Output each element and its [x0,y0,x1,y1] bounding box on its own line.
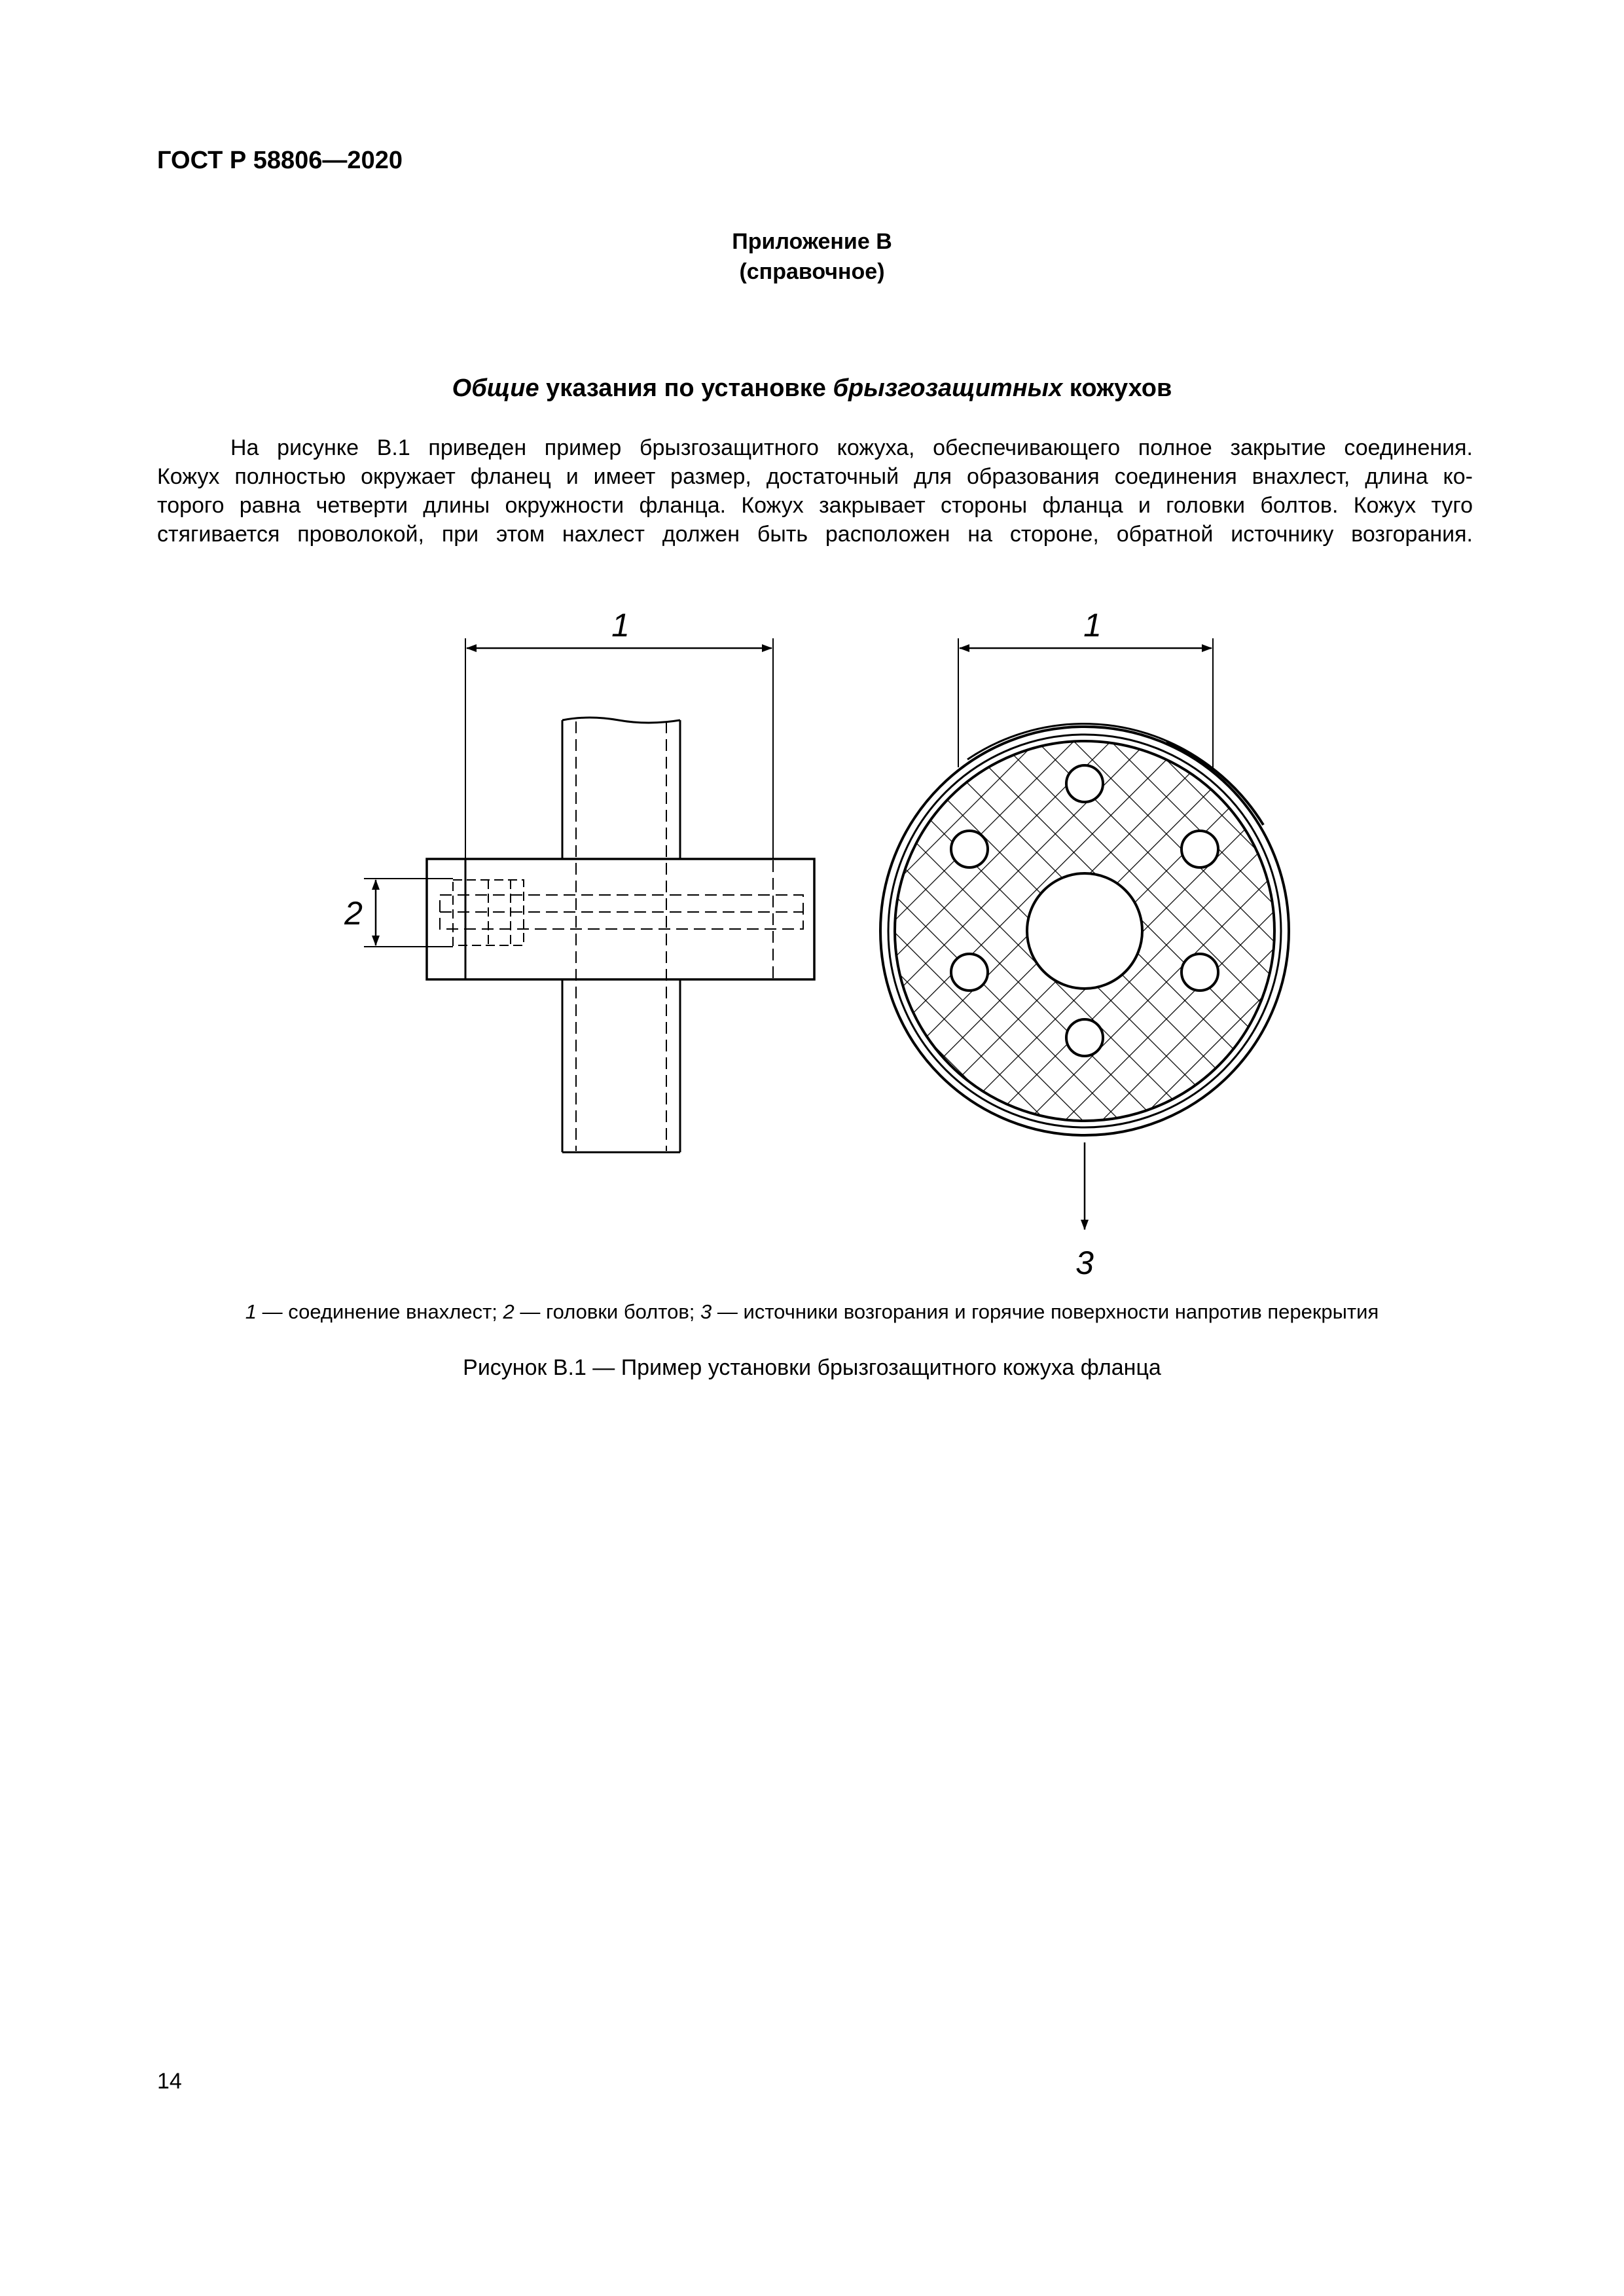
paragraph-line: На рисунке В.1 приведен пример брызгозащитного кожуха, обеспечивающего полное закрытие соединения. [230,435,1473,460]
legend-num-1: 1 [245,1300,257,1323]
section-title-part2: указания по установке [539,374,833,402]
section-title-part4: кожухов [1062,374,1172,402]
figure-caption: Рисунок В.1 — Пример установки брызгозащитного кожуха фланца [463,1355,1161,1380]
flange-front-view [880,638,1289,1230]
paragraph-line: Кожух полностью окружает фланец и имеет размер, достаточный для образования соединения внахлест, длина ко- [157,464,1473,489]
overlap-label-right: 1 [1083,607,1102,644]
flange-side-view [364,638,814,1152]
paragraph-line: торого равна четверти длины окружности фланца. Кожух закрывает стороны фланца и головки болтов. Кожух туго [157,493,1473,518]
appendix-type: (справочное) [739,259,885,284]
bolt-heads-label: 2 [344,895,363,932]
page-number: 14 [157,2069,182,2094]
section-title-part1: Общие [452,374,539,402]
document-code: ГОСТ Р 58806—2020 [157,147,403,174]
paragraph-line: стягивается проволокой, при этом нахлест должен быть расположен на стороне, обратной источнику возгорания. [157,522,1473,547]
ignition-source-label: 3 [1075,1245,1094,1281]
legend-text-2: — головки болтов; [514,1300,701,1323]
legend-text-3: — источники возгорания и горячие поверхности напротив перекрытия [712,1300,1379,1323]
section-title-part3: брызгозащитных [833,374,1063,402]
overlap-label-left: 1 [611,607,630,644]
legend-num-3: 3 [700,1300,712,1323]
legend-num-2: 2 [503,1300,514,1323]
legend-text-1: — соединение внахлест; [257,1300,503,1323]
appendix-label: Приложение В [732,229,892,254]
figure-legend [0,1300,1624,1324]
